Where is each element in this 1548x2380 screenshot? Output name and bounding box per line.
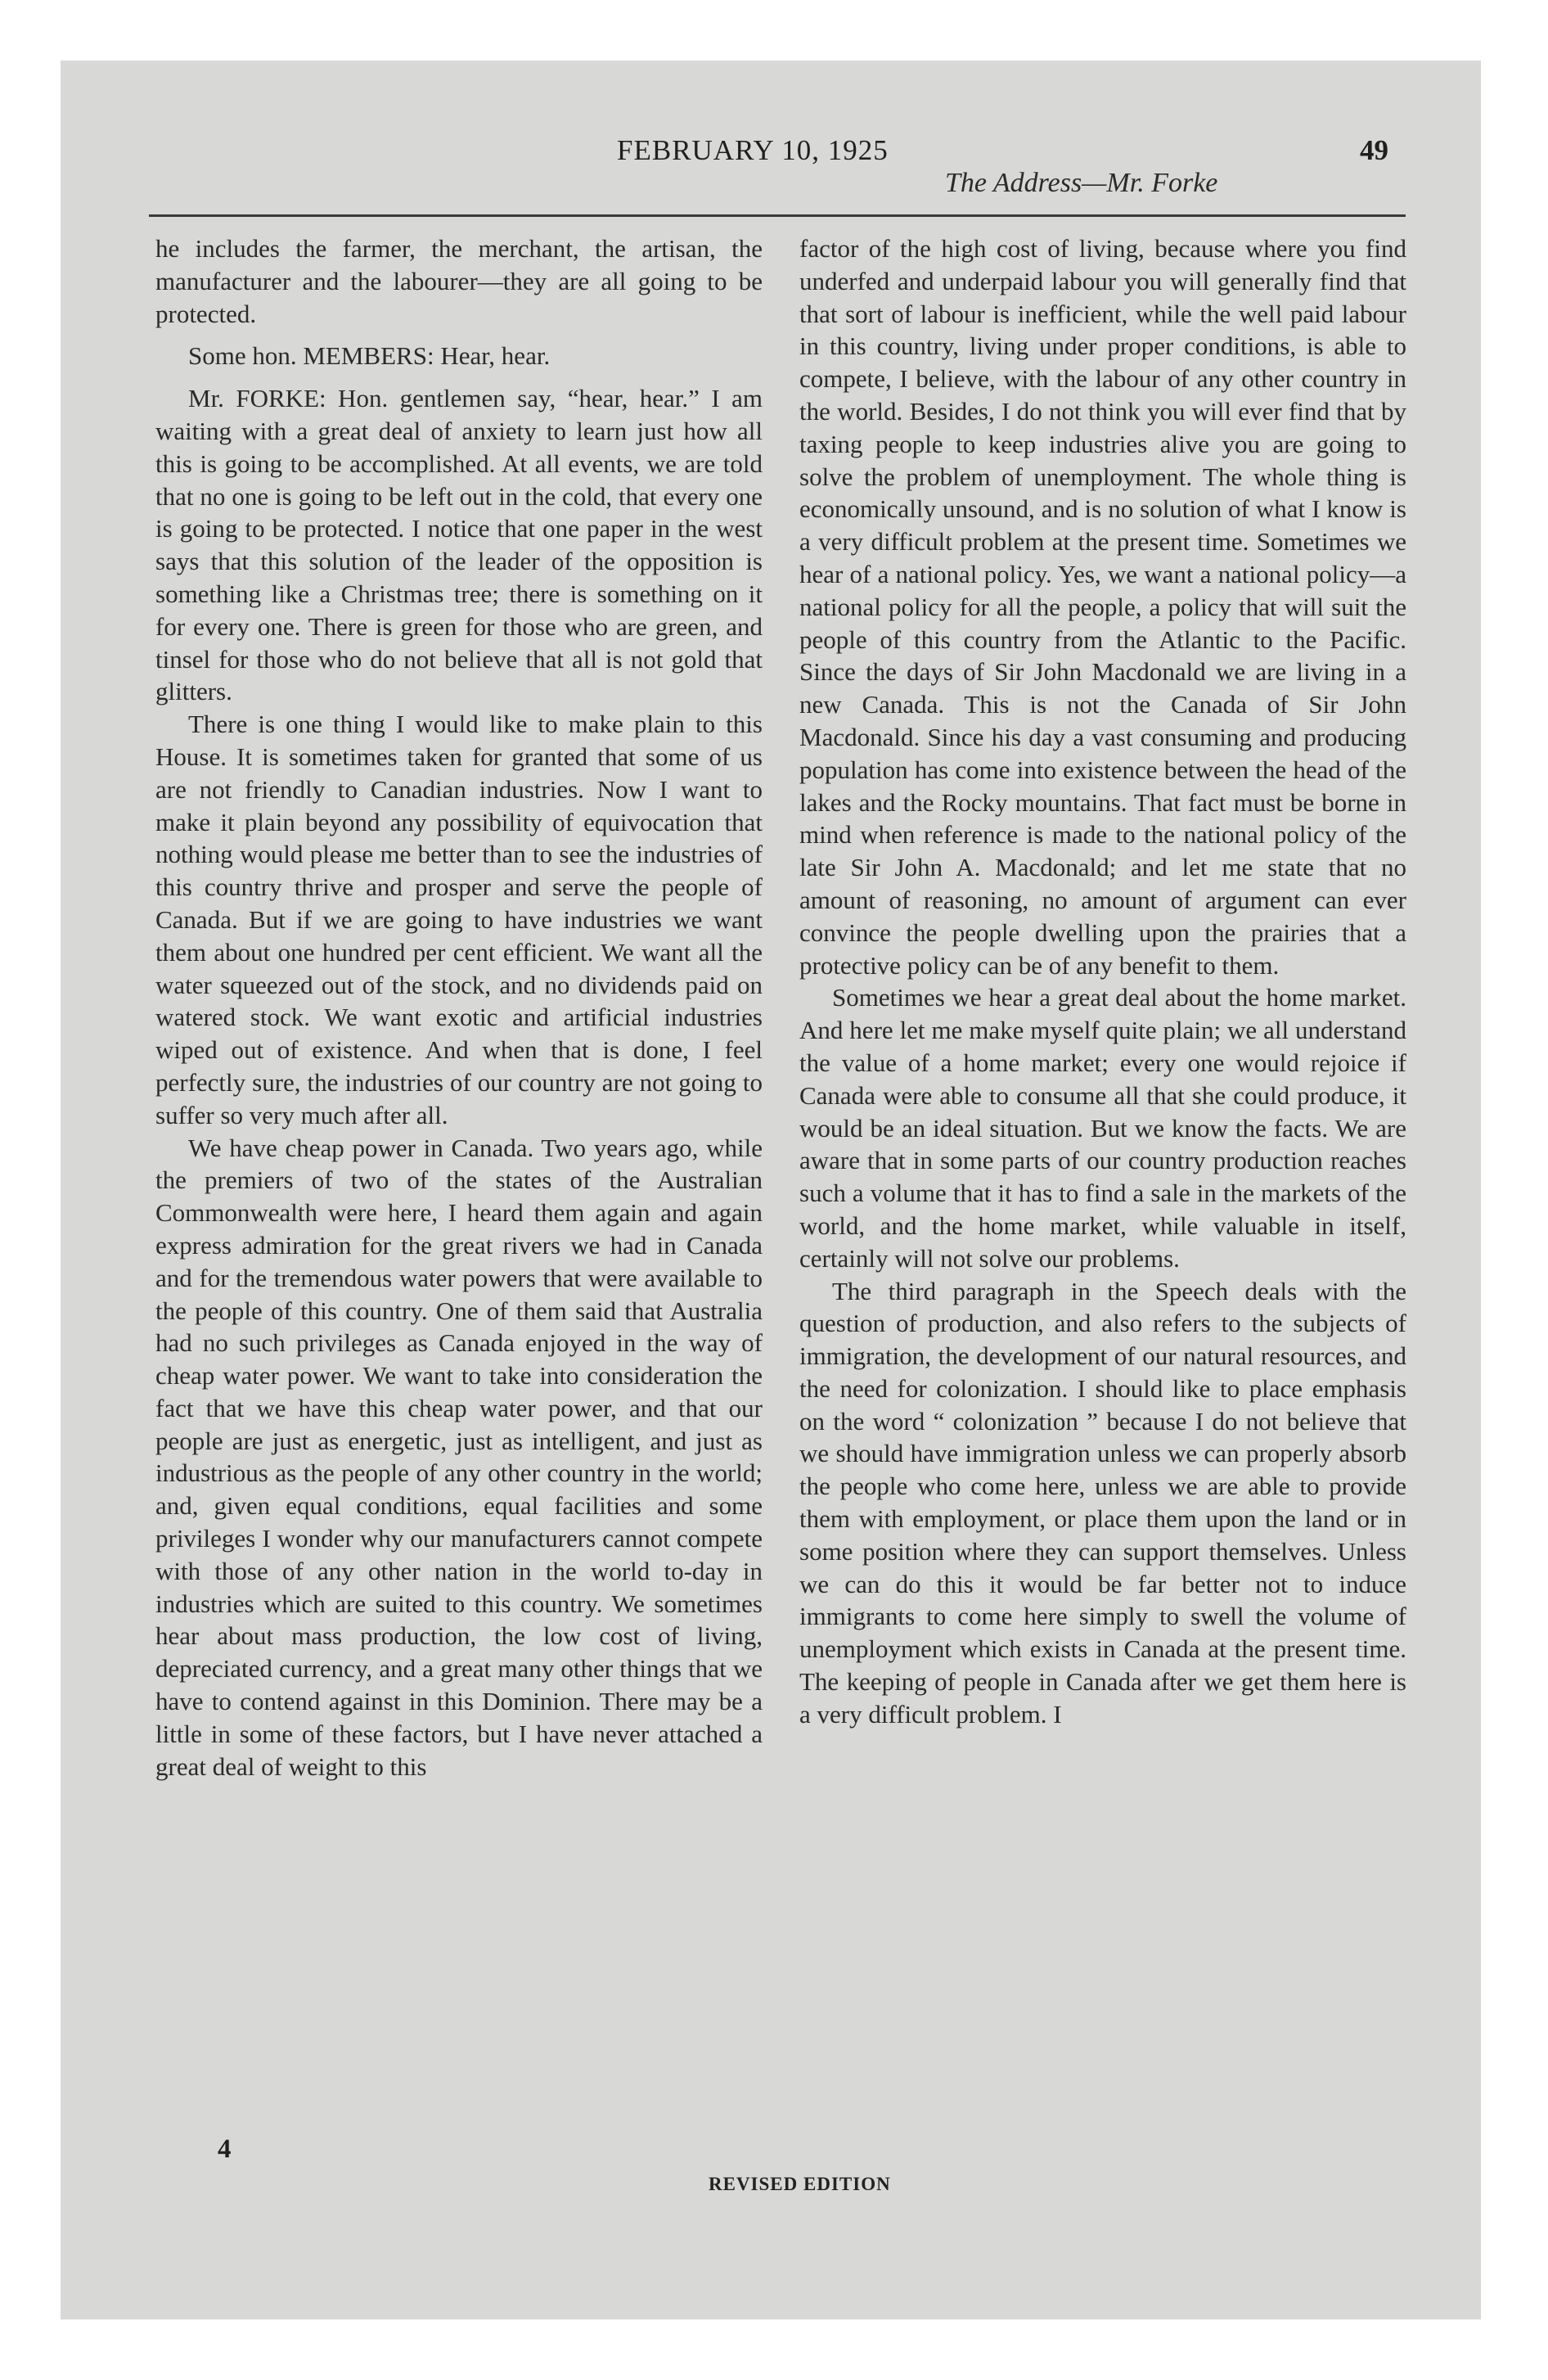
right-column — [799, 232, 1406, 1731]
header-date: FEBRUARY 10, 1925 — [617, 134, 889, 166]
paragraph: There is one thing I would like to make plain to this House. It is sometimes taken for granted that some of us are not friendly to Canadian industries. Now I want to make it plain beyond any possibility of equivocation that nothing would please me better than to see the industries of this country thrive and prosper and serve the people of Canada. But if we are going to have industries we want them about one hundred per cent efficient. We want all the water squeezed out of the stock, and no dividends paid on watered stock. We want exotic and artificial industries wiped out of existence. And when that is done, I feel perfectly sure, the industries of our country are not going to suffer so very much after all. — [155, 710, 763, 1129]
paragraph: The third paragraph in the Speech deals with the question of production, and also refers to the subjects of immigration, the development of our natural resources, and the need for colonization. I should like to place emphasis on the word “ colonization ” because I do not believe that we should have immigration unless we can properly absorb the people who come here, unless we are able to provide them with employment, or place them upon the land or in some position where they can support themselves. Unless we can do this it would be far better not to induce immigrants to come here simply to swell the volume of unemployment which exists in Canada at the present time. The keeping of people in Canada after we get them here is a very difficult problem. I — [799, 1276, 1406, 1729]
header-rule — [149, 214, 1406, 217]
paragraph: Mr. FORKE: Hon. gentlemen say, “hear, hear.” I am waiting with a great deal of anxiety to learn just how all this is going to be accomplished. At all events, we are told that no one is going to be left out in the cold, that every one is going to be protected. I notice that one paper in the west says that this solution of the leader of the opposition is something like a Christmas tree; there is something on it for every one. There is green for those who are green, and tinsel for those who do not believe that all is not gold that glitters. — [155, 384, 763, 706]
footer-edition: REVISED EDITION — [709, 2174, 891, 2194]
left-column — [155, 232, 763, 1783]
signature-mark: 4 — [218, 2134, 232, 2164]
paragraph: factor of the high cost of living, because where you find underfed and underpaid labour you will generally find that that sort of labour is inefficient, while the well paid labour in this country, living under proper conditions, is able to compete, I believe, with the labour of any other country in the world. Besides, I do not think you will ever find that by taxing people to keep industries alive you are going to solve the problem of unemployment. The whole thing is economically unsound, and is no solution of what I know is a very difficult problem at the present time. Sometimes we hear of a national policy. Yes, we want a national policy—a national policy for all the people, a policy that will suit the people of this country from the Atlantic to the Pacific. Since the days of Sir John Macdonald we are living in a new Canada. This is not the Canada of Sir John Macdonald. Since his day a vast consuming and producing population has come into existence between the head of the lakes and the Rocky mountains. That fact must be borne in mind when reference is made to the national policy of the late Sir John A. Macdonald; and let me state that no amount of reasoning, no amount of argument can ever convince the people dwelling upon the prairies that a protective policy can be of any benefit to them. — [799, 234, 1406, 980]
running-title: The Address—Mr. Forke — [945, 168, 1218, 198]
paragraph: Some hon. MEMBERS: Hear, hear. — [188, 341, 551, 371]
paragraph: he includes the farmer, the merchant, the artisan, the manufacturer and the labourer—they are all going to be protected. — [155, 234, 763, 328]
paragraph: Sometimes we hear a great deal about the home market. And here let me make myself quite plain; we all understand the value of a home market; every one would rejoice if Canada were able to consume all that she could produce, it would be an ideal situation. But we know the facts. We are aware that in some parts of our country production reaches such a volume that it has to find a sale in the markets of the world, and the home market, while valuable in itself, certainly will not solve our problems. — [799, 983, 1406, 1273]
page-number: 49 — [1360, 134, 1388, 166]
paragraph: We have cheap power in Canada. Two years ago, while the premiers of two of the states of the Australian Commonwealth were here, I heard them again and again express admiration for the great rivers we had in Canada and for the tremendous water powers that were available to the people of this country. One of them said that Australia had no such privileges as Canada enjoyed in the way of cheap water power. We want to take into consideration the fact that we have this cheap water power, and that our people are just as energetic, just as intelligent, and just as industrious as the people of any other country in the world; and, given equal conditions, equal facilities and some privileges I wonder why our manufacturers cannot compete with those of any other nation in the world to-day in industries which are suited to this country. We sometimes hear about mass production, the low cost of living, depreciated currency, and a great many other things that we have to contend against in this Dominion. There may be a little in some of these factors, but I have never attached a great deal of weight to this — [155, 1133, 763, 1781]
